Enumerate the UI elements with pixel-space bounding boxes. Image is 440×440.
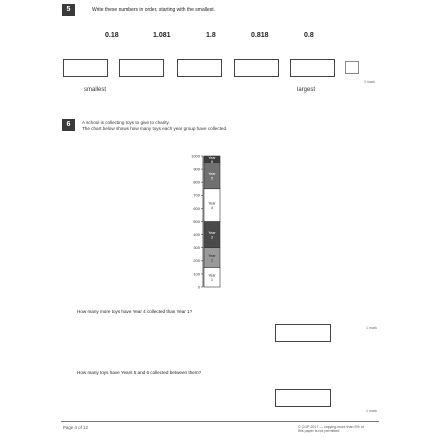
question-6-intro-line1: A school is collecting toys to give to charity. <box>82 120 170 125</box>
bar-label: 3 <box>211 235 213 240</box>
bar-label: Year <box>208 172 216 177</box>
bar-label: 6 <box>211 160 213 165</box>
bar-label: Year <box>208 155 216 160</box>
bar-label: 4 <box>211 205 213 210</box>
q6-part-a-answer-box[interactable] <box>275 324 331 342</box>
footer-page-number: Page 4 of 12 <box>63 425 88 430</box>
y-tick-label: 0 <box>197 284 200 290</box>
q5-answer-box-3[interactable] <box>177 59 222 77</box>
bar-label: 2 <box>211 258 213 263</box>
bar-label: 1 <box>211 277 213 282</box>
footer-copyright: © CGP 2017 — copying more than 5% of this paper is not permitted <box>298 425 364 433</box>
question-5-instruction: Write these numbers in order, starting with the smallest. <box>92 7 216 13</box>
q6-part-b-question: How many toys have Years 5 and 6 collected between them? <box>77 370 202 375</box>
question-5-number: 5 <box>62 4 75 16</box>
y-tick-label: 700 <box>193 192 200 198</box>
q5-answer-box-2[interactable] <box>119 59 164 77</box>
q6-part-b-mark-label: 1 mark <box>366 409 377 413</box>
question-6-number: 6 <box>62 119 75 131</box>
bar-label: Year <box>208 201 216 206</box>
y-tick-label: 1000 <box>191 153 200 159</box>
q6-part-a-mark-label: 1 mark <box>366 326 377 330</box>
chart-bars <box>204 156 220 287</box>
bar-label: 5 <box>211 176 213 181</box>
y-tick-label: 300 <box>193 245 200 251</box>
bar-label: Year <box>208 273 216 278</box>
q5-number-5: 0.8 <box>304 32 314 39</box>
y-tick-label: 600 <box>193 205 200 211</box>
question-6-intro-line2: The chart below shows how many toys each year group have collected. <box>82 126 228 131</box>
q5-number-1: 0.18 <box>105 32 119 39</box>
y-tick-label: 500 <box>193 218 200 224</box>
q5-number-2: 1.081 <box>153 32 171 39</box>
bar-label: Year <box>208 254 216 259</box>
q6-part-b-answer-box[interactable] <box>275 389 331 407</box>
q5-answer-box-1[interactable] <box>63 59 108 77</box>
q5-answer-box-4[interactable] <box>234 59 279 77</box>
bar-label: Year <box>208 231 216 236</box>
q5-smallest-label: smallest <box>84 87 107 93</box>
q5-largest-label: largest <box>297 87 316 93</box>
q5-answer-box-5[interactable] <box>290 59 335 77</box>
q5-number-3: 1.8 <box>206 32 216 39</box>
q5-mark-label: 1 mark <box>364 80 375 84</box>
y-tick-label: 200 <box>193 258 200 264</box>
q5-mark-box[interactable] <box>345 61 359 74</box>
y-tick-label: 100 <box>193 271 200 277</box>
y-tick-label: 400 <box>193 232 200 237</box>
footer-divider <box>61 421 379 422</box>
y-tick-label: 900 <box>193 166 200 172</box>
y-axis-ticks <box>191 153 203 289</box>
y-tick-label: 800 <box>193 179 200 185</box>
q5-number-4: 0.818 <box>251 32 269 39</box>
q6-part-a-question: How many more toys have Year 4 collected than Year 1? <box>77 309 193 314</box>
toys-bar-chart <box>170 150 230 295</box>
